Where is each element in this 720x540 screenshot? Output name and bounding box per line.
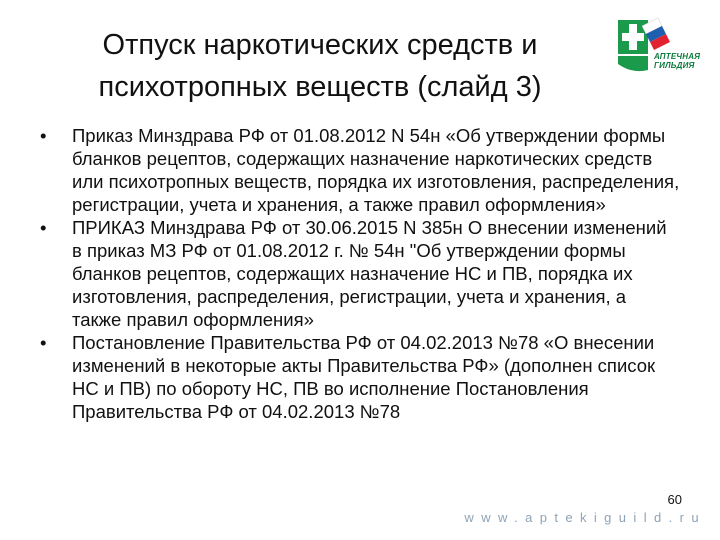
bullet-item [40, 124, 680, 216]
slide-title-line: психотропных веществ (слайд 3) [98, 71, 542, 103]
page-number: 60 [667, 492, 682, 507]
bullet-text: ПРИКАЗ Минздрава РФ от 30.06.2015 N 385н О внесении изменений в приказ МЗ РФ от 01.08.2012 г. № 54н "Об утверждении формы бланков рецептов, содержащих назначение НС и ПВ, порядка их изготовления, распределения, регистрации, учета и хранения, а также правил оформления» [72, 217, 667, 330]
bullet-marker: • [40, 217, 47, 238]
aptechnaya-gildiya-logo [612, 12, 708, 84]
website-url: www.aptekiguild.ru [464, 510, 706, 525]
bullet-list [40, 124, 680, 423]
logo-text-line2: ГИЛЬДИЯ [654, 61, 695, 70]
bullet-marker: • [40, 332, 47, 353]
slide-title-line: Отпуск наркотических средств и [102, 29, 538, 61]
bullet-marker: • [40, 125, 47, 146]
bullet-item [40, 216, 680, 331]
slide-title [40, 24, 600, 108]
bullet-item [40, 331, 680, 423]
bullet-text: Постановление Правительства РФ от 04.02.2013 №78 «О внесении изменений в некоторые акты Правительства РФ» (дополнен список НС и ПВ) по обороту НС, ПВ во исполнение Постановления Правительства РФ от 04.02.2013 №78 [72, 332, 656, 422]
cross-logo-icon [612, 12, 708, 84]
logo-text-line1: АПТЕЧНАЯ [654, 52, 701, 61]
bullet-text: Приказ Минздрава РФ от 01.08.2012 N 54н «Об утверждении формы бланков рецептов, содержащих назначение наркотических средств или психотропных веществ, порядка их изготовления, распределения, регистрации, учета и хранения, а также правил оформления» [72, 125, 680, 215]
